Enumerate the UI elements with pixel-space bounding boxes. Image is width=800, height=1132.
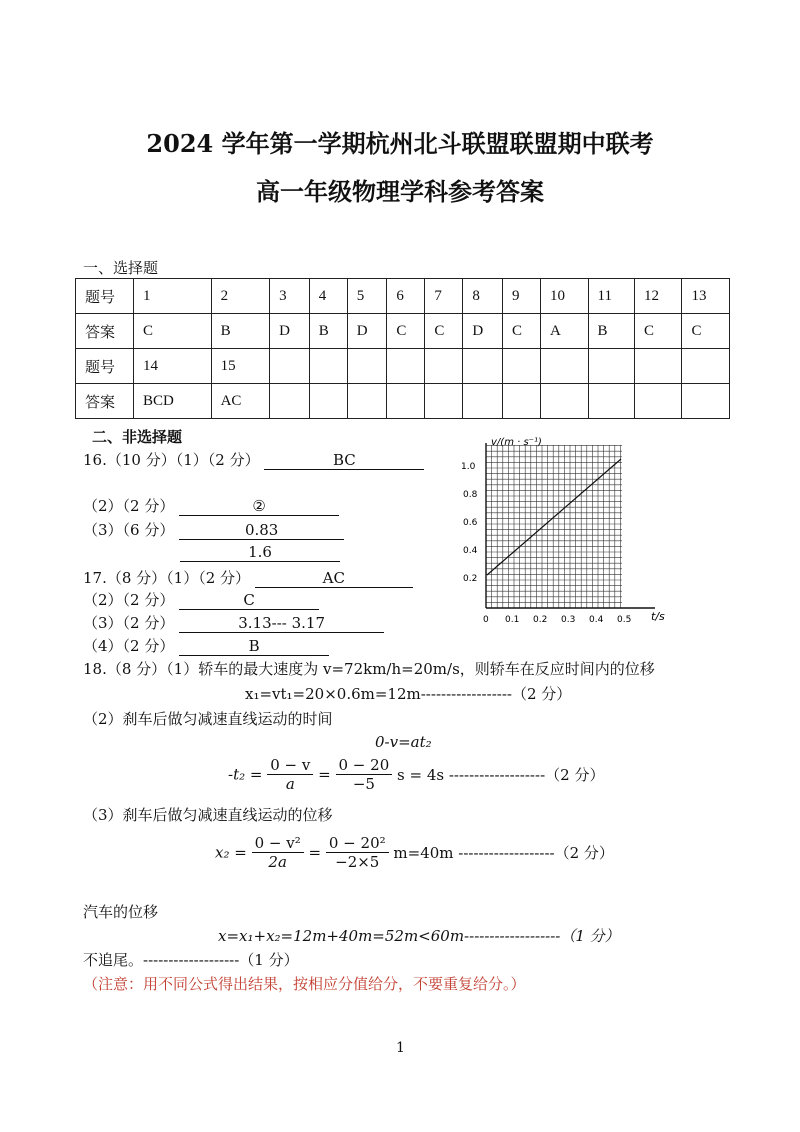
equals-sign: = bbox=[318, 765, 331, 784]
table-cell: B bbox=[211, 314, 270, 349]
table-cell bbox=[541, 384, 588, 419]
table-cell bbox=[682, 384, 730, 419]
table-cell: A bbox=[541, 314, 588, 349]
y-tick-label: 0.2 bbox=[463, 574, 478, 584]
table-cell: 8 bbox=[463, 279, 503, 314]
table-cell: 5 bbox=[347, 279, 387, 314]
q18-eq-3 bbox=[215, 834, 614, 871]
row-label: 题号 bbox=[76, 279, 134, 314]
table-cell bbox=[270, 384, 310, 419]
q17-label-4: （4）（2 分） bbox=[83, 637, 175, 655]
q18-eq-2b bbox=[228, 756, 604, 793]
q17-answer-1: AC bbox=[255, 569, 413, 588]
table-cell bbox=[309, 349, 347, 384]
table-cell: C bbox=[503, 314, 541, 349]
section-heading-mc: 一、选择题 bbox=[83, 259, 159, 277]
vt-graph bbox=[455, 433, 670, 628]
numerator: 0 − 20² bbox=[326, 834, 389, 853]
table-cell: C bbox=[387, 314, 425, 349]
numerator: 0 − v bbox=[267, 756, 313, 775]
row-label: 题号 bbox=[76, 349, 134, 384]
table-cell: D bbox=[347, 314, 387, 349]
t2-lhs: -t₂ = bbox=[228, 765, 263, 784]
table-cell: D bbox=[270, 314, 310, 349]
table-row bbox=[76, 314, 730, 349]
graph-grid bbox=[486, 445, 622, 608]
q17-label-2: （2）（2 分） bbox=[83, 591, 175, 609]
table-cell bbox=[503, 349, 541, 384]
x-tick-label: 0.1 bbox=[505, 615, 520, 625]
table-cell bbox=[347, 349, 387, 384]
y-tick-label: 0.6 bbox=[463, 518, 478, 528]
grading-note: （注意：用不同公式得出结果，按相应分值给分，不要重复给分。） bbox=[83, 975, 526, 993]
table-cell: AC bbox=[211, 384, 270, 419]
q17-answer-4: B bbox=[179, 637, 329, 656]
x-tick-label: 0.4 bbox=[589, 615, 604, 625]
table-cell: 7 bbox=[425, 279, 463, 314]
x2-lhs: x₂ = bbox=[215, 843, 247, 862]
t2-tail: s = 4s -------------------（2 分） bbox=[397, 766, 605, 784]
denominator: 2a bbox=[268, 853, 287, 871]
page-number: 1 bbox=[396, 1040, 405, 1056]
table-cell: 1 bbox=[134, 279, 212, 314]
y-tick-label: 1.0 bbox=[461, 462, 476, 472]
table-cell: B bbox=[309, 314, 347, 349]
numerator: 0 − 20 bbox=[336, 756, 393, 775]
table-cell bbox=[463, 384, 503, 419]
numerator: 0 − v² bbox=[252, 834, 304, 853]
page-title: 2024 学年第一学期杭州北斗联盟联盟期中联考 bbox=[146, 129, 654, 158]
table-cell: D bbox=[463, 314, 503, 349]
equals-sign: = bbox=[308, 843, 322, 862]
table-cell: C bbox=[682, 314, 730, 349]
q17-line-3 bbox=[83, 612, 384, 633]
denominator: −5 bbox=[352, 775, 375, 793]
row-label: 答案 bbox=[76, 314, 134, 349]
table-cell bbox=[634, 349, 681, 384]
table-cell bbox=[387, 349, 425, 384]
q18-line-1: 18.（8 分）（1）轿车的最大速度为 v=72km/h=20m/s，则轿车在反应时间内的位移 bbox=[83, 660, 655, 678]
q16-line-2 bbox=[83, 495, 339, 516]
q17-label-1: 17.（8 分）（1）（2 分） bbox=[83, 569, 251, 587]
table-row bbox=[76, 279, 730, 314]
answer-table bbox=[75, 278, 730, 419]
q16-line-3 bbox=[83, 519, 344, 540]
table-row bbox=[76, 384, 730, 419]
x-tick-label: 0.2 bbox=[533, 615, 548, 625]
q16-label-1: 16.（10 分）（1）（2 分） bbox=[83, 451, 260, 469]
graph-yticks bbox=[461, 462, 478, 584]
graph-ylabel: v/(m · s⁻¹) bbox=[491, 437, 542, 448]
q18-line-4: 汽车的位移 bbox=[83, 903, 159, 921]
x-tick-label: 0 bbox=[483, 615, 489, 625]
table-cell: 14 bbox=[134, 349, 212, 384]
table-cell bbox=[463, 349, 503, 384]
x-tick-label: 0.5 bbox=[617, 615, 632, 625]
q18-line-3: （3）刹车后做匀减速直线运动的位移 bbox=[83, 806, 333, 824]
table-cell: 11 bbox=[588, 279, 634, 314]
fraction bbox=[252, 834, 304, 871]
q16-answer-2: ② bbox=[179, 497, 339, 516]
q17-answer-3: 3.13--- 3.17 bbox=[179, 614, 384, 633]
table-cell bbox=[387, 384, 425, 419]
table-cell: 4 bbox=[309, 279, 347, 314]
q17-line-2 bbox=[83, 589, 319, 610]
x-tick-label: 0.3 bbox=[561, 615, 576, 625]
section-heading-nonmc: 二、非选择题 bbox=[92, 428, 183, 446]
graph-xlabel: t/s bbox=[651, 610, 665, 623]
table-cell: 3 bbox=[270, 279, 310, 314]
q16-answer-4: 1.6 bbox=[180, 543, 340, 562]
q16-line-1 bbox=[83, 449, 424, 470]
q18-line-5: 不追尾。-------------------（1 分） bbox=[83, 951, 299, 969]
table-cell: 6 bbox=[387, 279, 425, 314]
q17-answer-2: C bbox=[179, 591, 319, 610]
table-cell bbox=[634, 384, 681, 419]
table-cell bbox=[270, 349, 310, 384]
q17-line-4 bbox=[83, 635, 329, 656]
table-cell: B bbox=[588, 314, 634, 349]
q18-eq-4: x=x₁+x₂=12m+40m=52m<60m-------------------（1 分） bbox=[218, 927, 620, 945]
table-cell: 13 bbox=[682, 279, 730, 314]
x2-tail: m=40m -------------------（2 分） bbox=[393, 844, 614, 862]
table-cell: C bbox=[134, 314, 212, 349]
y-tick-label: 0.8 bbox=[463, 490, 478, 500]
q17-line-1 bbox=[83, 567, 413, 588]
table-cell bbox=[425, 384, 463, 419]
denominator: a bbox=[285, 775, 295, 793]
table-cell bbox=[503, 384, 541, 419]
table-cell bbox=[347, 384, 387, 419]
row-label: 答案 bbox=[76, 384, 134, 419]
table-row bbox=[76, 349, 730, 384]
table-cell: C bbox=[634, 314, 681, 349]
fraction bbox=[326, 834, 389, 871]
q16-answer-3: 0.83 bbox=[179, 521, 344, 540]
q16-label-3: （3）（6 分） bbox=[83, 521, 175, 539]
y-tick-label: 0.4 bbox=[463, 546, 478, 556]
table-cell: 2 bbox=[211, 279, 270, 314]
table-cell bbox=[541, 349, 588, 384]
q18-eq-1: x₁=vt₁=20×0.6m=12m------------------（2 分） bbox=[245, 685, 572, 703]
table-cell bbox=[682, 349, 730, 384]
page-subtitle: 高一年级物理学科参考答案 bbox=[256, 177, 544, 206]
q16-answer-1: BC bbox=[264, 451, 424, 470]
table-cell bbox=[425, 349, 463, 384]
table-cell: 9 bbox=[503, 279, 541, 314]
q18-line-2: （2）刹车后做匀减速直线运动的时间 bbox=[83, 710, 333, 728]
table-cell: 10 bbox=[541, 279, 588, 314]
q18-eq-2a: 0-v=at₂ bbox=[375, 733, 432, 751]
table-cell: BCD bbox=[134, 384, 212, 419]
denominator: −2×5 bbox=[335, 853, 380, 871]
table-cell bbox=[588, 349, 634, 384]
graph-xticks bbox=[483, 615, 631, 625]
table-cell bbox=[588, 384, 634, 419]
q17-label-3: （3）（2 分） bbox=[83, 614, 175, 632]
q16-label-2: （2）（2 分） bbox=[83, 497, 175, 515]
fraction bbox=[336, 756, 393, 793]
table-cell bbox=[309, 384, 347, 419]
table-cell: 12 bbox=[634, 279, 681, 314]
table-cell: C bbox=[425, 314, 463, 349]
q16-line-4 bbox=[180, 543, 340, 562]
fraction bbox=[267, 756, 313, 793]
table-cell: 15 bbox=[211, 349, 270, 384]
